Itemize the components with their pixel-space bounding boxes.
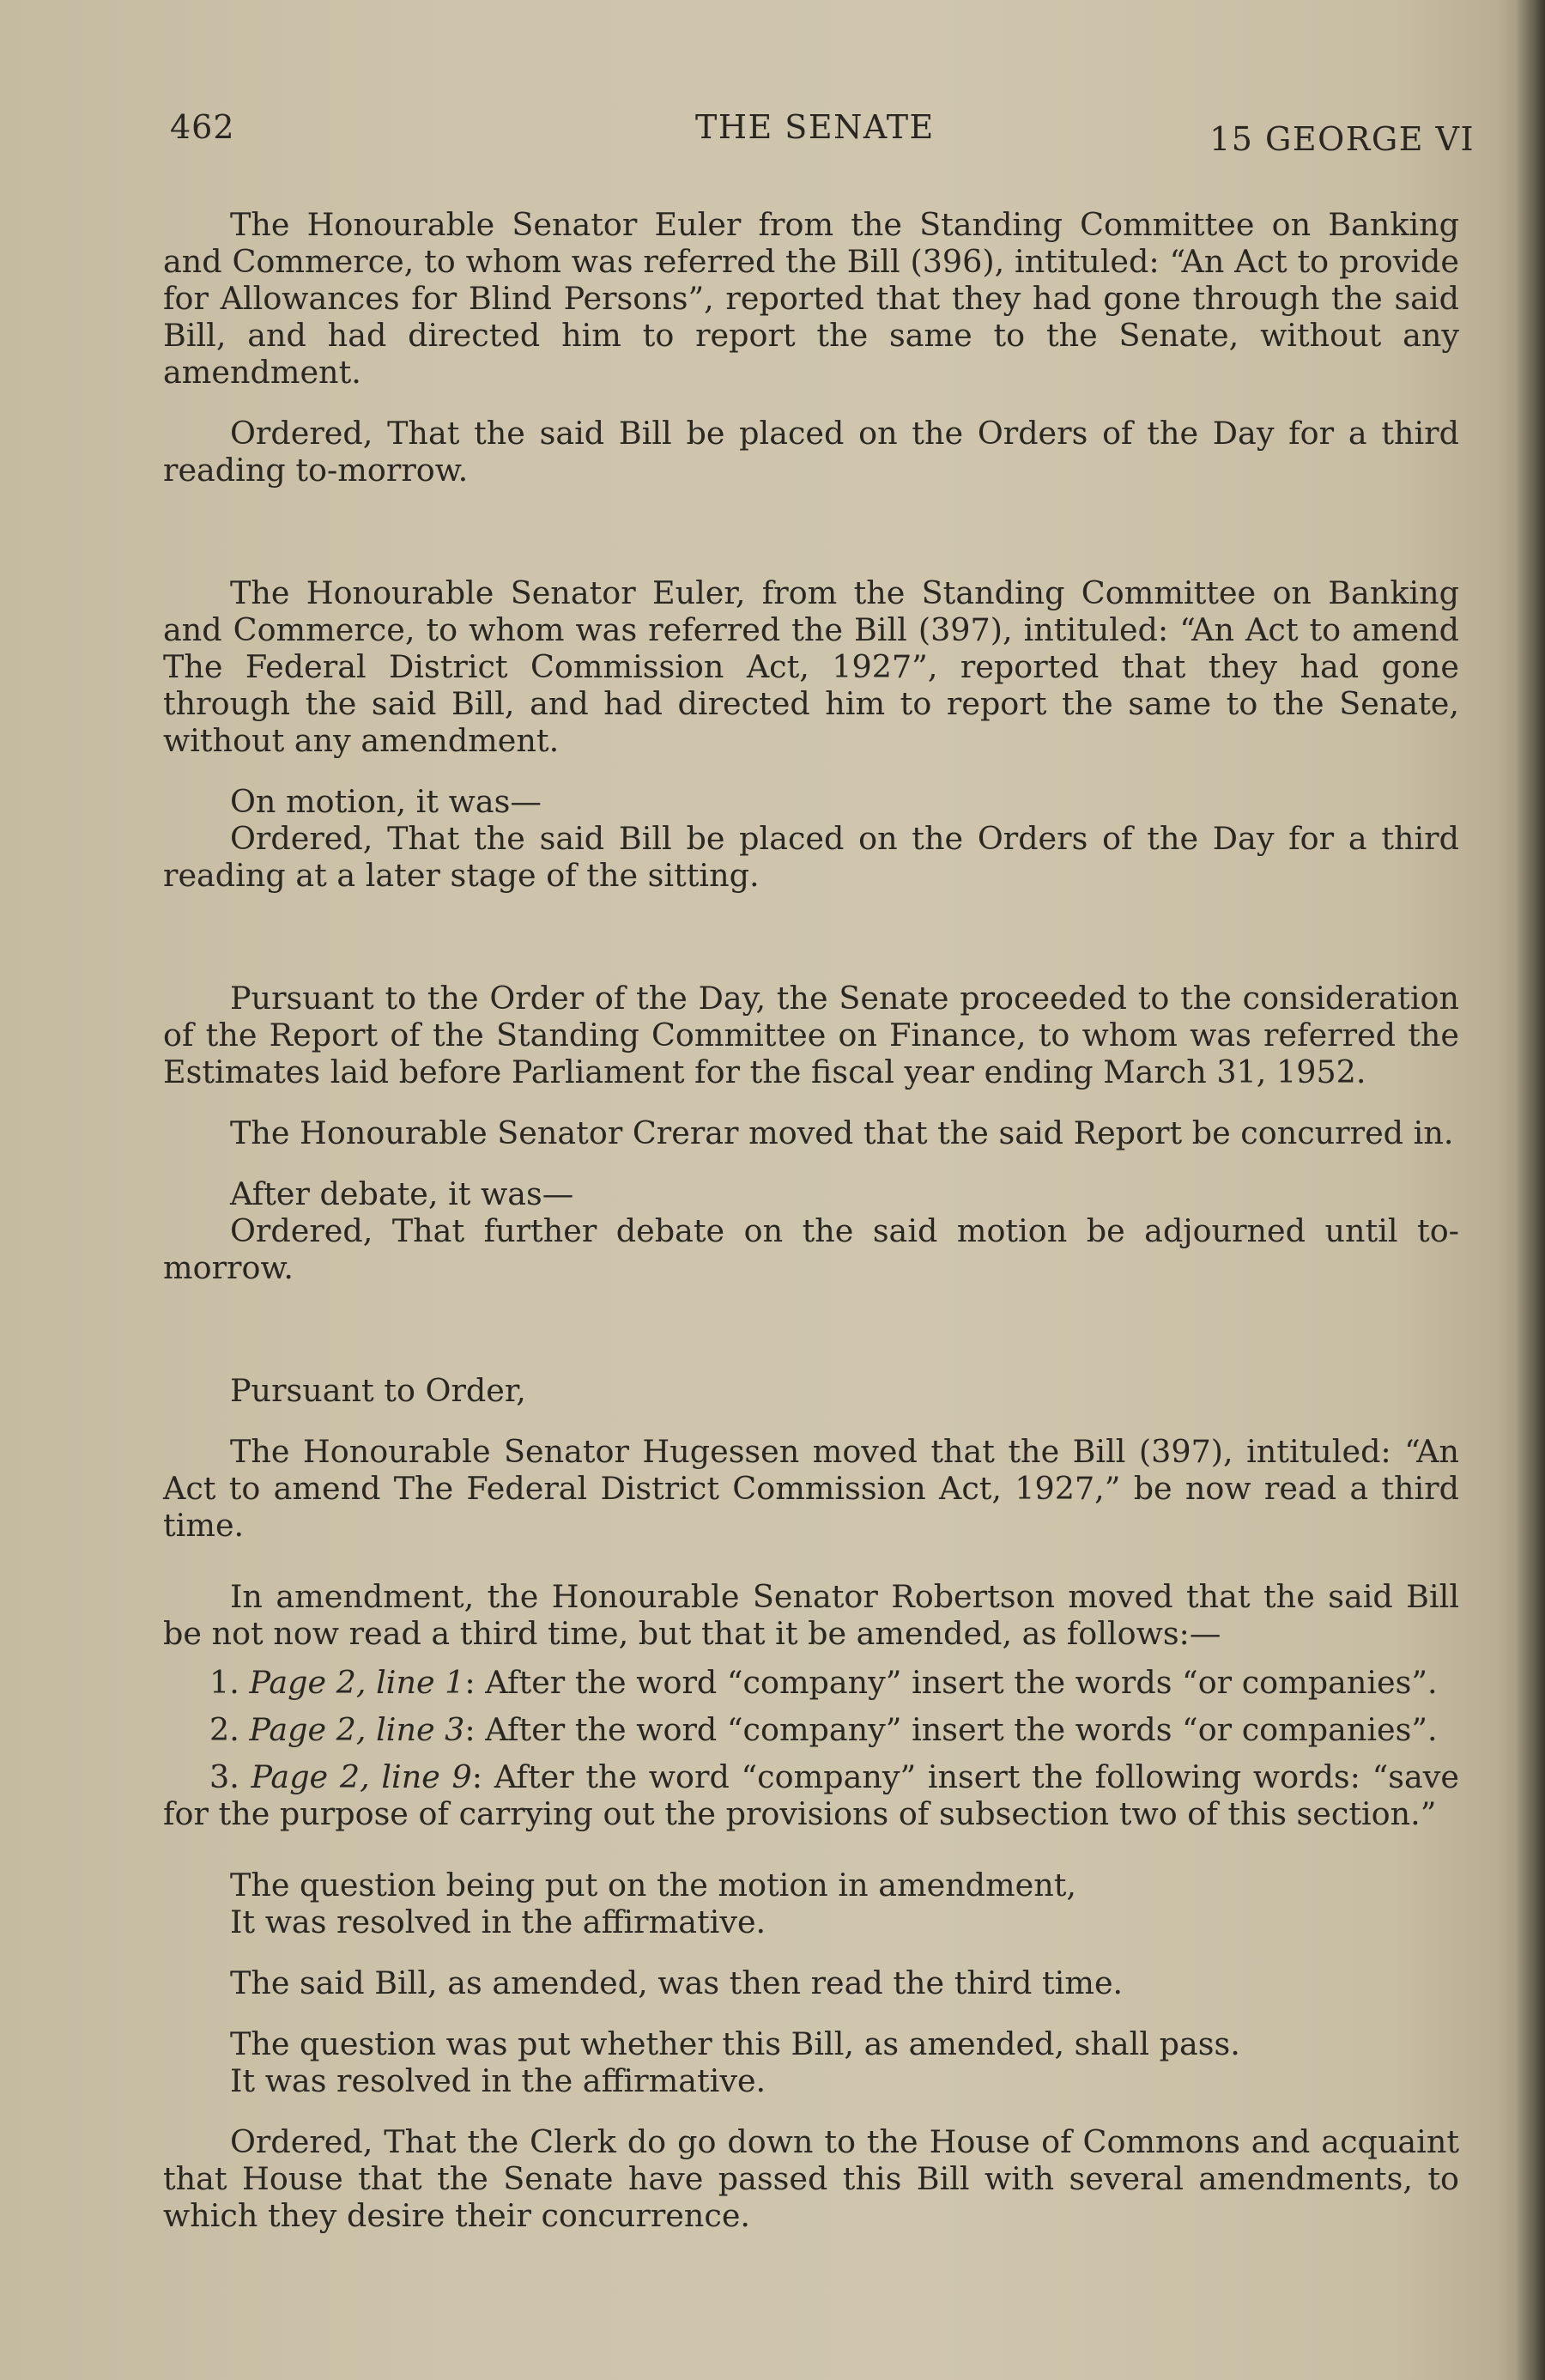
paragraph-question-amendment (163, 1867, 1459, 1940)
amendment-number: 3. (209, 1758, 239, 1795)
amendment-number: 2. (209, 1711, 239, 1748)
paragraph-order-third-reading-397: Ordered, That the said Bill be placed on the Orders of the Day for a third reading at a later stage of the sitting. (163, 820, 1459, 894)
paragraph-robertson-amendment: In amendment, the Honourable Senator Robertson moved that the said Bill be not now read a third time, but that it be amended, as follows:— (163, 1578, 1459, 1652)
amendment-text: : After the word “company” insert the words “or companies”. (464, 1711, 1438, 1748)
paragraph-clerk-order: Ordered, That the Clerk do go down to the House of Commons and acquaint that House that the Senate have passed this Bill with several amendments, to which they desire their concurrence. (163, 2123, 1459, 2234)
amendment-item (163, 1664, 1459, 1701)
paragraph-third-reading: The said Bill, as amended, was then read the third time. (230, 1964, 1124, 2001)
amendment-number: 1. (209, 1664, 239, 1701)
amendment-item (163, 1711, 1459, 1748)
paragraph-committee-report-bill-397: The Honourable Senator Euler, from the Standing Committee on Banking and Commerce, to whom was referred the Bill (397), intituled: “An Act to amend The Federal District Commission Act, 1927”, reported that they had gone through the said Bill, and had directed him to report the same to the Senate, without any amendment. (163, 574, 1459, 759)
amendment-list (163, 1664, 1459, 1832)
amendment-reference: Page 2, line 3 (249, 1711, 465, 1748)
paragraph-hugessen-motion: The Honourable Senator Hugessen moved that the Bill (397), intituled: “An Act to amend The Federal District Commission Act, 1927,” be now read a third time. (163, 1433, 1459, 1544)
page-header (170, 101, 1475, 158)
resolution-line: It was resolved in the affirmative. (230, 1903, 766, 1940)
amendment-reference: Page 2, line 1 (249, 1664, 465, 1701)
paragraph-crerar-motion: The Honourable Senator Crerar moved that the said Report be concurred in. (230, 1114, 1454, 1151)
paragraph-on-motion: On motion, it was— (230, 783, 542, 820)
question-line: The question being put on the motion in amendment, (230, 1867, 1077, 1903)
paragraph-debate-adjourned: Ordered, That further debate on the said motion be adjourned until to-morrow. (163, 1212, 1459, 1286)
paragraph-after-debate: After debate, it was— (230, 1175, 574, 1212)
paragraph-finance-report: Pursuant to the Order of the Day, the Senate proceeded to the consideration of the Report of the Standing Committee on Finance, to whom was referred the Estimates laid before Parliament for the fiscal year ending March 31, 1952. (163, 980, 1459, 1090)
amendment-item (163, 1758, 1459, 1832)
amendment-text: : After the word “company” insert the words “or companies”. (464, 1664, 1438, 1701)
regnal-year: 15 GEORGE VI (1209, 120, 1475, 158)
running-title: THE SENATE (695, 108, 935, 146)
page-edge-shadow (1516, 0, 1545, 2380)
amendment-reference: Page 2, line 9 (251, 1758, 472, 1795)
page-number: 462 (170, 108, 235, 146)
question-line: The question was put whether this Bill, as amended, shall pass. (230, 2025, 1240, 2062)
paragraph-committee-report-bill-396: The Honourable Senator Euler from the Standing Committee on Banking and Commerce, to whom was referred the Bill (396), intituled: “An Act to provide for Allowances for Blind Persons”, reported that they had gone through the said Bill, and had directed him to report the same to the Senate, without any amendment. (163, 206, 1459, 391)
page-body (163, 206, 1459, 2234)
amendment-text: : After the word “company” insert the following words: “save for the purpose of carrying out the provisions of subsection two of this section.” (163, 1758, 1459, 1832)
paragraph-pursuant-to-order: Pursuant to Order, (230, 1372, 526, 1409)
paragraph-order-third-reading-396: Ordered, That the said Bill be placed on the Orders of the Day for a third reading to-morrow. (163, 415, 1459, 489)
paragraph-question-pass (163, 2025, 1459, 2099)
resolution-line: It was resolved in the affirmative. (230, 2062, 766, 2099)
